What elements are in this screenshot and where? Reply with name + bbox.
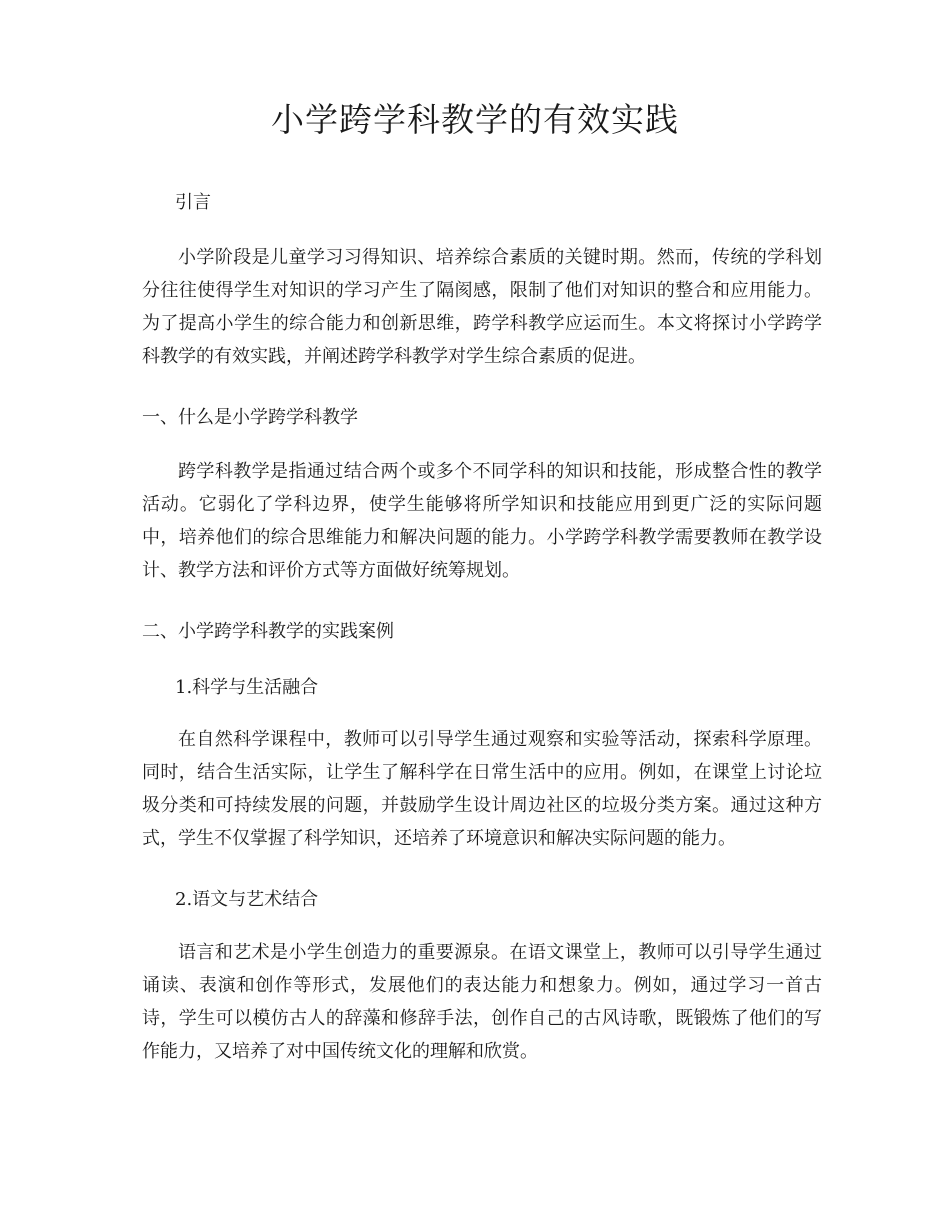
section-2-heading: 二、小学跨学科教学的实践案例 <box>142 621 394 642</box>
section-1-heading: 一、什么是小学跨学科教学 <box>142 407 358 428</box>
case-1-paragraph: 在自然科学课程中，教师可以引导学生通过观察和实验等活动，探索科学原理。同时，结合生活实际，让学生了解科学在日常生活中的应用。例如，在课堂上讨论垃圾分类和可持续发展的问题，并鼓励学生设计周边社区的垃圾分类方案。通过这种方式，学生不仅掌握了科学知识，还培养了环境意识和解决实际问题的能力。 <box>142 729 822 849</box>
intro-paragraph: 小学阶段是儿童学习习得知识、培养综合素质的关键时期。然而，传统的学科划分往往使得学生对知识的学习产生了隔阂感，限制了他们对知识的整合和应用能力。为了提高小学生的综合能力和创新思维，跨学科教学应运而生。本文将探讨小学跨学科教学的有效实践，并阐述跨学科教学对学生综合素质的促进。 <box>142 247 822 367</box>
case-2-heading: 2.语文与艺术结合 <box>175 889 319 910</box>
intro-heading: 引言 <box>175 192 211 213</box>
case-2-paragraph: 语言和艺术是小学生创造力的重要源泉。在语文课堂上，教师可以引导学生通过诵读、表演和创作等形式，发展他们的表达能力和想象力。例如，通过学习一首古诗，学生可以模仿古人的辞藻和修辞手法，创作自己的古风诗歌，既锻炼了他们的写作能力，又培养了对中国传统文化的理解和欣赏。 <box>142 942 822 1062</box>
document-title: 小学跨学科教学的有效实践 <box>271 100 679 139</box>
section-1-paragraph: 跨学科教学是指通过结合两个或多个不同学科的知识和技能，形成整合性的教学活动。它弱化了学科边界，使学生能够将所学知识和技能应用到更广泛的实际问题中，培养他们的综合思维能力和解决问题的能力。小学跨学科教学需要教师在教学设计、教学方法和评价方式等方面做好统筹规划。 <box>142 461 822 581</box>
case-1-heading: 1.科学与生活融合 <box>175 677 319 698</box>
